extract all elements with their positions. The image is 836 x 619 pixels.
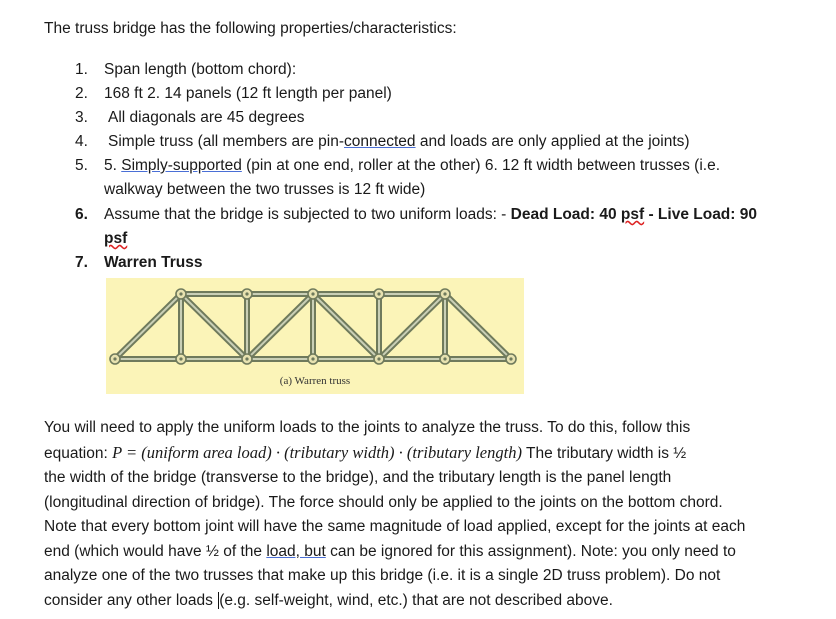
warren-truss-figure	[106, 278, 524, 394]
truss-joint-pin-0	[113, 357, 116, 360]
truss-joint-pin-1	[179, 357, 182, 360]
list-number-4: 4.	[75, 133, 88, 150]
list-item-6	[104, 203, 757, 227]
list-item-1: Span length (bottom chord):	[104, 61, 297, 78]
list-item-5-text-a: 5.	[104, 157, 122, 174]
truss-joint-pin-5	[443, 357, 446, 360]
list-item-5	[104, 154, 720, 178]
truss-joint-pin-11	[443, 292, 446, 295]
paragraph-line-3: the width of the bridge (transverse to the bridge), and the tributary length is the panel length	[44, 469, 672, 486]
list-item-6-text-a: Assume that the bridge is subjected to two uniform loads: -	[104, 206, 511, 223]
list-number-5: 5.	[75, 157, 88, 174]
paragraph-line-2-b: The tributary width is ½	[521, 444, 687, 462]
figure-caption: (a) Warren truss	[279, 375, 351, 387]
grammar-flag-load-but[interactable]: load, but	[266, 542, 326, 560]
list-item-5-text-b: (pin at one end, roller at the other) 6. 12 ft width between trusses (i.e.	[241, 157, 721, 174]
truss-joint-pin-7	[179, 292, 182, 295]
list-item-4-text-a: Simple truss (all members are pin-	[108, 133, 345, 150]
live-load-label: - Live Load: 90	[644, 206, 757, 223]
truss-joint-pin-4	[377, 357, 380, 360]
list-number-6: 6.	[75, 206, 88, 223]
instructions-paragraph	[44, 416, 824, 613]
list-number-2: 2.	[75, 85, 88, 102]
truss-joint-pin-9	[311, 292, 314, 295]
truss-joint-pin-3	[311, 357, 314, 360]
truss-joint-pin-10	[377, 292, 380, 295]
spelling-flag-psf-2[interactable]: psf	[104, 230, 128, 247]
list-item-5-line2: walkway between the two trusses is 12 ft wide)	[104, 181, 426, 198]
truss-diagonal-highlight-20	[445, 294, 511, 359]
dead-load-label: Dead Load: 40	[510, 206, 621, 223]
truss-diagonal-highlight-16	[181, 294, 247, 359]
truss-diagonal-highlight-18	[313, 294, 379, 359]
list-number-3: 3.	[75, 109, 88, 126]
truss-joint-pin-2	[245, 357, 248, 360]
paragraph-line-4: (longitudinal direction of bridge). The force should only be applied to the joints on the bottom chord.	[44, 493, 723, 511]
paragraph-line-6	[44, 540, 824, 565]
list-item-2: 168 ft 2. 14 panels (12 ft length per panel)	[104, 85, 392, 102]
list-item-3: All diagonals are 45 degrees	[108, 109, 305, 126]
paragraph-line-1: You will need to apply the uniform loads to the joints to analyze the truss. To do this, follow this	[44, 419, 691, 436]
spelling-flag-psf-1[interactable]: psf	[620, 206, 645, 223]
document-heading: The truss bridge has the following properties/characteristics:	[44, 20, 457, 37]
list-number-1: 1.	[75, 61, 88, 78]
list-item-7: Warren Truss	[104, 254, 203, 271]
list-number-7: 7.	[75, 254, 88, 271]
paragraph-line-2	[44, 441, 824, 467]
paragraph-line-6-b: can be ignored for this assignment). Note: you only need to	[325, 542, 736, 560]
paragraph-line-8-a: consider any other loads	[44, 591, 218, 609]
paragraph-line-7: analyze one of the two trusses that make up this bridge (i.e. it is a single 2D truss problem). Do not	[44, 567, 721, 584]
load-equation: P = (uniform area load) · (tributary width) · (tributary length)	[112, 442, 522, 462]
list-item-6-line2	[104, 227, 127, 251]
truss-diagonal-highlight-19	[379, 294, 445, 359]
grammar-flag-simply-supported[interactable]: Simply-supported	[121, 157, 242, 174]
truss-joint-pin-8	[245, 292, 248, 295]
paragraph-line-8	[44, 589, 824, 614]
paragraph-line-6-a: end (which would have ½ of the	[44, 542, 267, 560]
truss-diagonal-highlight-17	[247, 294, 313, 359]
paragraph-line-8-b: (e.g. self-weight, wind, etc.) that are not described above.	[219, 591, 613, 609]
paragraph-line-2-a: equation:	[44, 444, 113, 462]
paragraph-line-5: Note that every bottom joint will have the same magnitude of load applied, except for the joints at each	[44, 518, 746, 535]
list-item-4	[108, 130, 690, 154]
truss-diagonal-highlight-15	[115, 294, 181, 359]
grammar-flag-connected[interactable]: connected	[344, 133, 416, 150]
list-item-4-text-b: and loads are only applied at the joints)	[415, 133, 690, 150]
truss-joint-pin-6	[509, 357, 512, 360]
